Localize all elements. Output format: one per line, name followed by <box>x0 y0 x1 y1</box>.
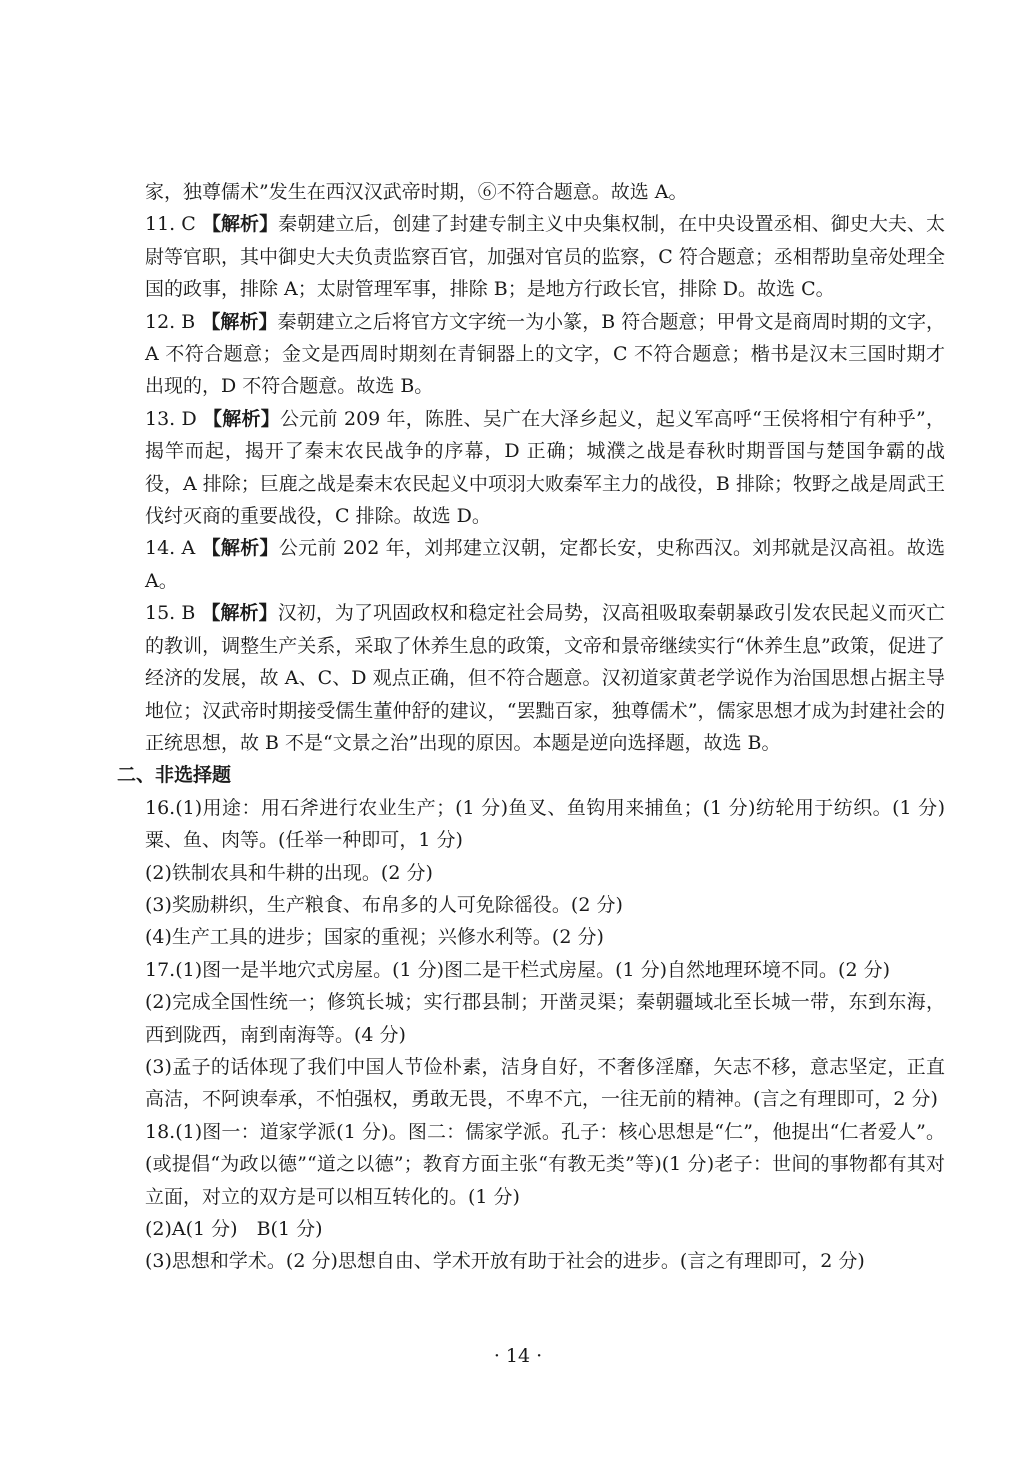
page-number: · 14 · <box>493 1345 543 1367</box>
analysis-label: 【解析】 <box>201 310 278 333</box>
q16-part-1: 16.(1)用途：用石斧进行农业生产；(1 分)鱼叉、鱼钩用来捕鱼；(1 分)纺轮用于纺织。(1 分)粟、鱼、肉等。(任举一种即可，1 分) <box>145 796 945 852</box>
q18-part-1: 18.(1)图一：道家学派(1 分)。图二：儒家学派。孔子：核心思想是“仁”，他提出“仁者爱人”。(或提倡“为政以德”“道之以德”；教育方面主张“有教无类”等)(1 分)老子：世间的事物都有其对立面，对立的双方是可以相互转化的。(1 分) <box>145 1120 945 1208</box>
answer-item-13 <box>145 403 945 533</box>
q16-part-3: (3)奖励耕织，生产粮食、布帛多的人可免除徭役。(2 分) <box>145 893 623 916</box>
analysis-label: 【解析】 <box>201 213 279 236</box>
item-text: 公元前 209 年，陈胜、吴广在大泽乡起义，起义军高呼“王侯将相宁有种乎”，揭竿而起，揭开了秦末农民战争的序幕，D 正确；城濮之战是春秋时期晋国与楚国争霸的战役，A 排除；巨鹿之战是秦末农民起义中项羽大败秦军主力的战役，B 排除；牧野之战是周武王伐纣灭商的重要战役，C 排除。故选 D。 <box>145 407 945 528</box>
item-text: 秦朝建立之后将官方文字统一为小篆，B 符合题意；甲骨文是商周时期的文字，A 不符合题意；金文是西周时期刻在青铜器上的文字，C 不符合题意；楷书是汉末三国时期才出现的，D 不符合题意。故选 B。 <box>145 310 945 398</box>
analysis-label: 【解析】 <box>201 602 278 625</box>
q17-part-1: 17.(1)图一是半地穴式房屋。(1 分)图二是干栏式房屋。(1 分)自然地理环境不同。(2 分) <box>145 958 890 981</box>
q18-part-2: (2)A(1 分) B(1 分) <box>145 1218 323 1240</box>
analysis-label: 【解析】 <box>201 537 279 560</box>
item-number: 15. B <box>145 602 196 625</box>
section-heading: 二、非选择题 <box>117 764 232 787</box>
item-number: 12. B <box>145 310 196 333</box>
item-number: 13. D <box>145 407 197 430</box>
intro-tail: 家，独尊儒术”发生在西汉汉武帝时期，⑥不符合题意。故选 A。 <box>145 181 688 203</box>
item-text: 秦朝建立后，创建了封建专制主义中央集权制，在中央设置丞相、御史大夫、太尉等官职，其中御史大夫负责监察百官，加强对官员的监察，C 符合题意；丞相帮助皇帝处理全国的政事，排除 A；太尉管理军事，排除 B；是地方行政长官，排除 D。故选 C。 <box>145 213 945 301</box>
item-text: 公元前 202 年，刘邦建立汉朝，定都长安，史称西汉。刘邦就是汉高祖。故选 A。 <box>145 537 945 592</box>
q18-part-3: (3)思想和学术。(2 分)思想自由、学术开放有助于社会的进步。(言之有理即可，2 分) <box>145 1250 865 1273</box>
answer-item-15 <box>145 597 945 759</box>
answer-item-14 <box>145 532 945 597</box>
analysis-label: 【解析】 <box>203 407 280 430</box>
q17-part-2: (2)完成全国性统一；修筑长城；实行郡县制；开凿灵渠；秦朝疆域北至长城一带，东到东海，西到陇西，南到南海等。(4 分) <box>145 991 945 1046</box>
item-number: 11. C <box>145 213 196 236</box>
item-text: 汉初，为了巩固政权和稳定社会局势，汉高祖吸取秦朝暴政引发农民起义而灭亡的教训，调整生产关系，采取了休养生息的政策，文帝和景帝继续实行“休养生息”政策，促进了经济的发展，故 A、C、D 观点正确，但不符合题意。汉初道家黄老学说作为治国思想占据主导地位；汉武帝时期接受儒生董仲舒的建议，“罢黜百家，独尊儒术”，儒家思想才成为封建社会的正统思想，故 B 不是“文景之治”出现的原因。本题是逆向选择题，故选 B。 <box>145 602 945 754</box>
q16-part-4: (4)生产工具的进步；国家的重视；兴修水利等。(2 分) <box>145 926 604 949</box>
answer-page <box>117 176 945 1278</box>
q17-part-3: (3)孟子的话体现了我们中国人节俭朴素，洁身自好，不奢侈淫靡，矢志不移，意志坚定，正直高洁，不阿谀奉承，不怕强权，勇敢无畏，不卑不亢，一往无前的精神。(言之有理即可，2 分) <box>145 1055 945 1111</box>
q16-part-2: (2)铁制农具和牛耕的出现。(2 分) <box>145 861 433 884</box>
answer-item-11 <box>145 208 945 305</box>
item-number: 14. A <box>145 537 196 560</box>
answer-item-12 <box>145 306 945 403</box>
